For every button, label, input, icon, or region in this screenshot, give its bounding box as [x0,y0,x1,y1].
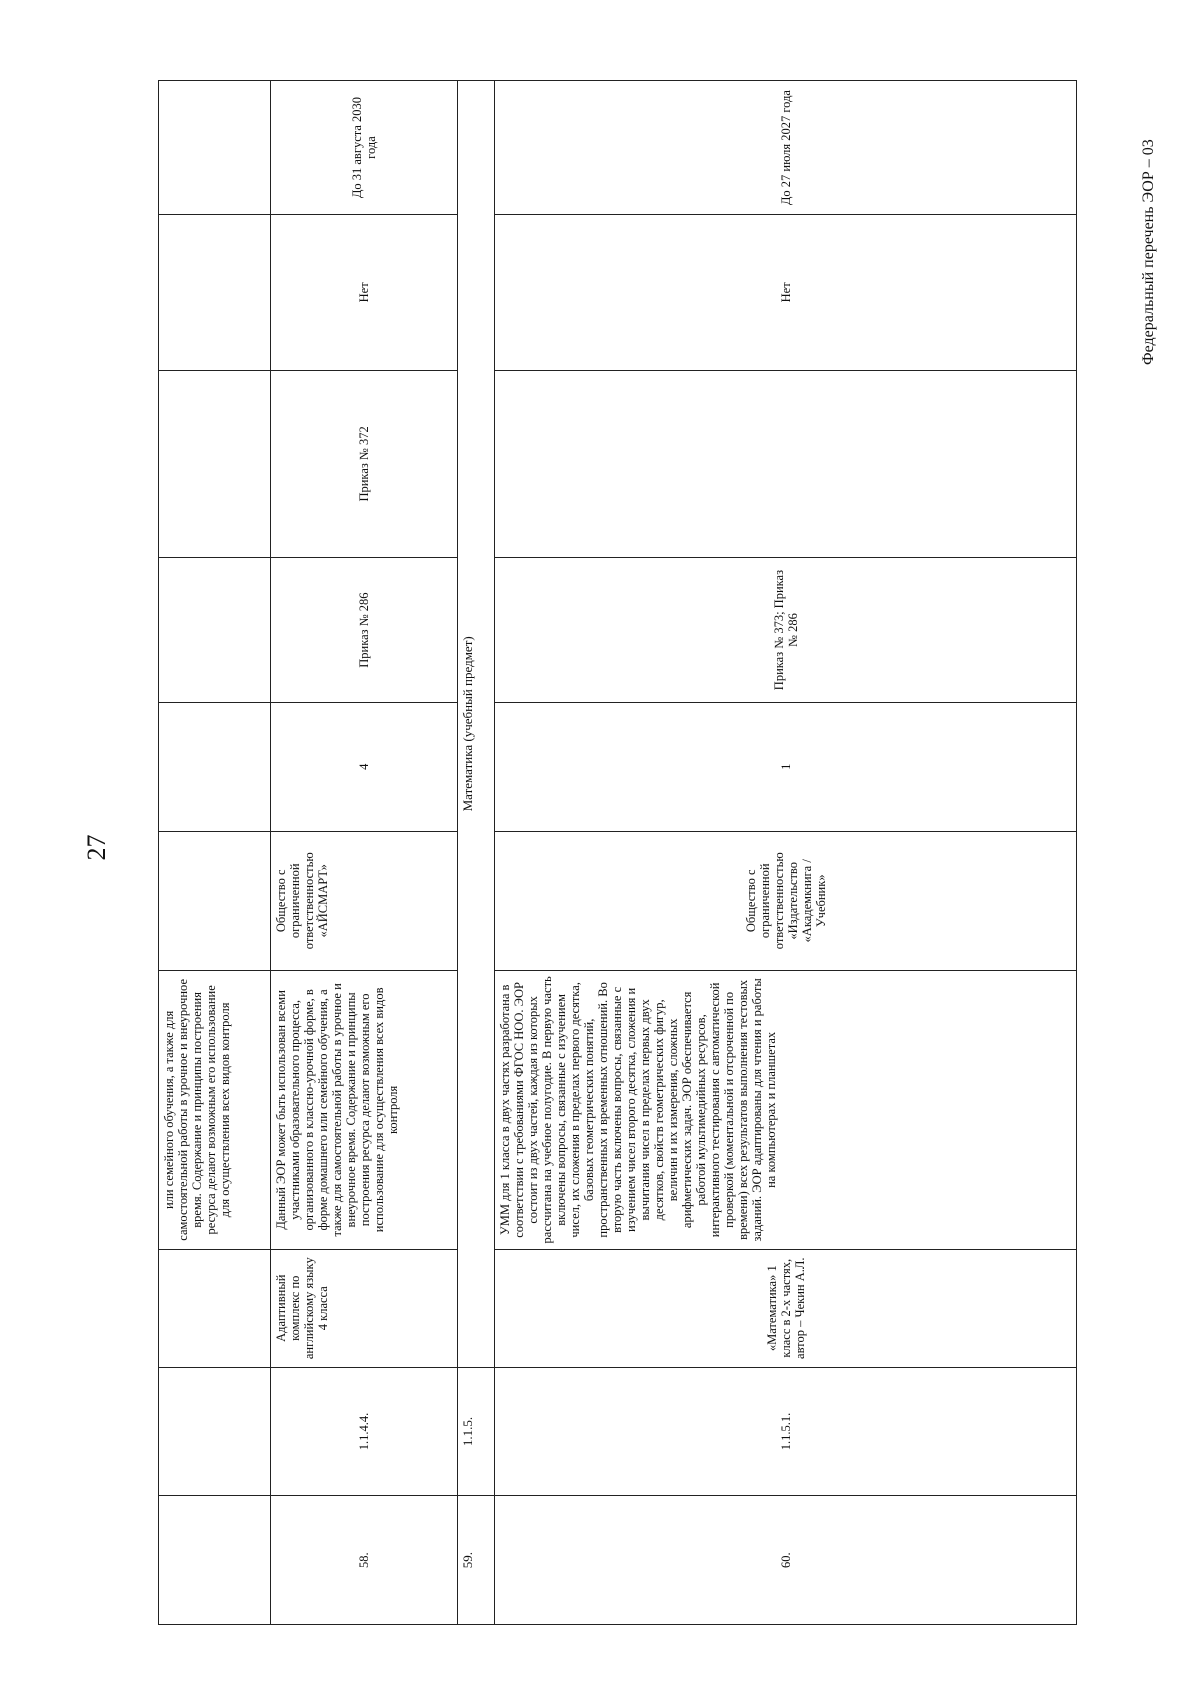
row-number: 58. [271,1496,458,1625]
term [159,81,271,215]
table-row [271,81,458,1625]
resource-name: «Математика» 1 класс в 2-х частях, автор – Чекин А.Л. [495,1249,1077,1367]
table-row [495,81,1077,1625]
row-code: 1.1.5. [458,1367,495,1496]
term: До 27 июля 2027 года [495,81,1077,215]
grade: 4 [271,702,458,831]
grade: 1 [495,702,1077,831]
resource-name [159,1249,271,1367]
resource-description: Данный ЭОР может быть использован всеми участниками образовательного процесса, организованного в классно-урочной форме, в форме домашнего или семейного обучения, а также для самостоятельной работы в урочное и внеурочное время. Содержание и принципы построения ресурса делают возможным его использование для осуществления всех видов контроля [271,970,458,1249]
order-1 [159,558,271,703]
resource-name: Адаптивный комплекс по английскому языку 4 класса [271,1249,458,1367]
row-code [159,1367,271,1496]
ovz-adapted: Нет [271,215,458,370]
section-row [458,81,495,1625]
page-footer: Федеральный перечень ЭОР – 03 [1140,139,1157,365]
order-1: Приказ № 286 [271,558,458,703]
row-number: 59. [458,1496,495,1625]
row-code: 1.1.4.4. [271,1367,458,1496]
section-title: Математика (учебный предмет) [458,81,495,1368]
publisher: Общество с ограниченной ответственностью «АЙСМАРТ» [271,831,458,970]
term: До 31 августа 2030 года [271,81,458,215]
table-row [159,81,271,1625]
resource-description: УММ для 1 класса в двух частях разработана в соответствии с требованиями ФГОС НОО. ЭОР состоит из двух частей, каждая из которых рассчитана на учебное полугодие. В первую часть включены вопросы, связанные с изучением чисел, их сложения в пределах первого десятка, базовых геометрических понятий, пространственных и временных отношений. Во вторую часть включены вопросы, связанные с изучением чисел второго десятка, сложения и вычитания чисел в пределах первых двух десятков, свойств геометрических фигур, величин и их измерения, сложных арифметических задач. ЭОР обеспечивается работой мультимедийных ресурсов, интерактивного тестирования с автоматической проверкой (моментальной и отсроченной по времени) всех результатов выполнения тестовых заданий. ЭОР адаптированы для чтения и работы на компьютерах и планшетах [495,970,1077,1249]
grade [159,702,271,831]
order-2 [495,370,1077,558]
row-code: 1.1.5.1. [495,1367,1077,1496]
order-1: Приказ № 373; Приказ № 286 [495,558,1077,703]
row-number [159,1496,271,1625]
publisher: Общество с ограниченной ответственностью «Издательство «Академкнига / Учебник» [495,831,1077,970]
ovz-adapted [159,215,271,370]
page-number: 27 [82,834,111,861]
ovz-adapted: Нет [495,215,1077,370]
resource-description: или семейного обучения, а также для самостоятельной работы в урочное и внеурочное время. Содержание и принципы построения ресурса делают возможным его использование для осуществления всех видов контроля [159,970,271,1249]
row-number: 60. [495,1496,1077,1625]
publisher [159,831,271,970]
resource-table [158,80,1077,1625]
order-2 [159,370,271,558]
order-2: Приказ № 372 [271,370,458,558]
